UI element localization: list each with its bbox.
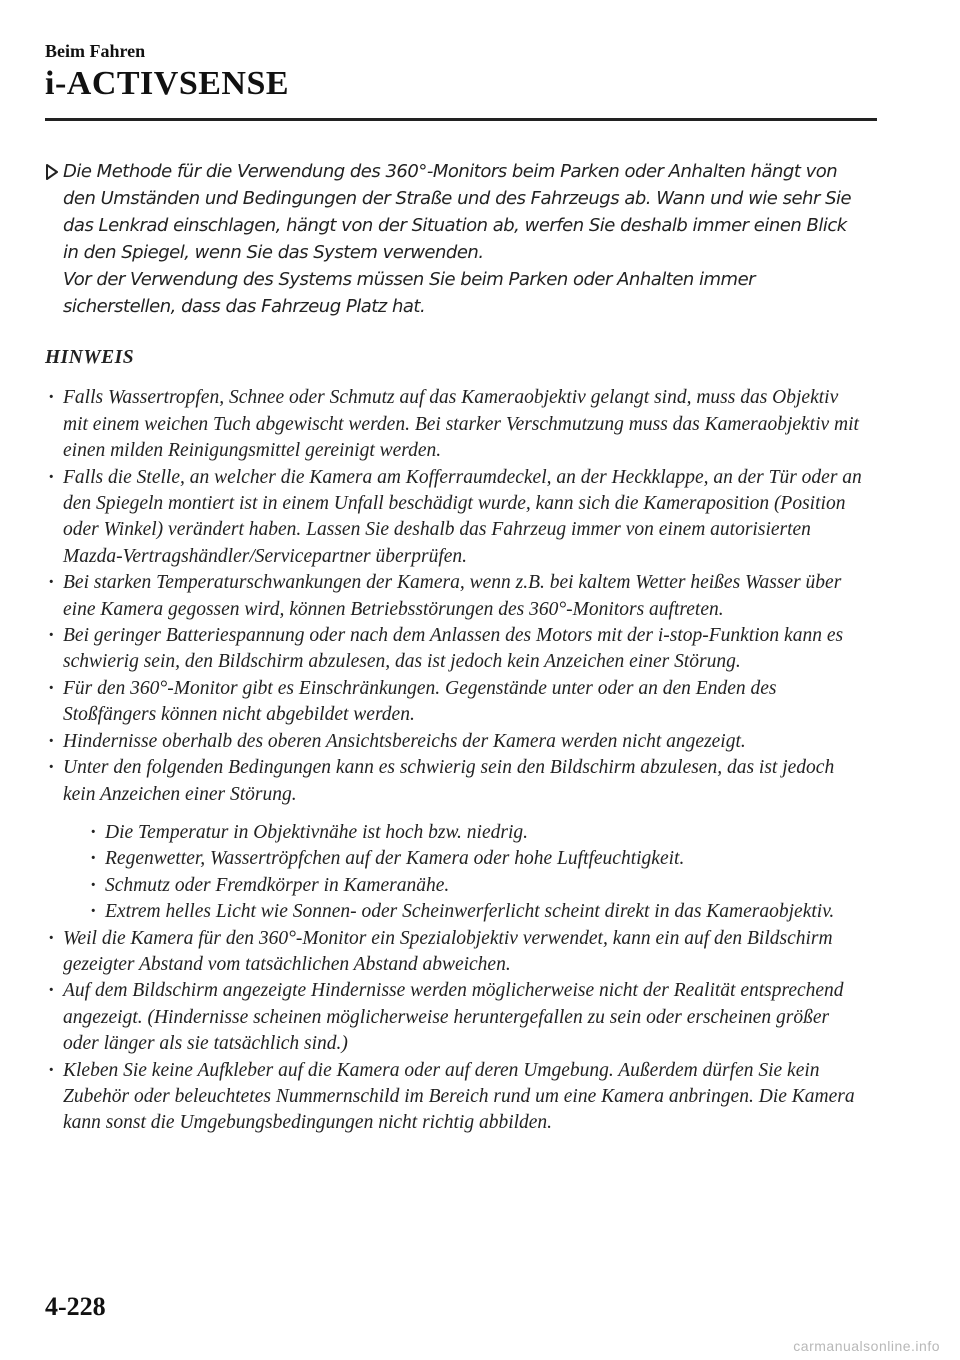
note-item-with-sublist [45,755,865,925]
note-item: · Hindernisse oberhalb des oberen Ansichtsbereichs der Kamera werden nicht angezeigt. [45,729,865,755]
note-subitem: · Schmutz oder Fremdkörper in Kameranähe. [87,873,865,899]
note-item: · Kleben Sie keine Aufkleber auf die Kamera oder auf deren Umgebung. Außerdem dürfen Sie kein Zubehör oder beleuchtetes Nummernschild im Bereich rund um eine Kamera anbringen. Die Kamera kann sonst die Umgebungsbedingungen nicht richtig abbilden. [45,1058,865,1137]
note-subitem: · Regenwetter, Wassertröpfchen auf der Kamera oder hohe Luftfeuchtigkeit. [87,846,865,872]
page-header [45,40,877,121]
note-item: · Falls Wassertropfen, Schnee oder Schmutz auf das Kameraobjektiv gelangt sind, muss das Objektiv mit einem weichen Tuch abgewischt werden. Bei starker Verschmutzung muss das Kameraobjektiv mit einen milden Reinigungsmittel gereinigt werden. [45,385,865,464]
note-block [45,345,865,1137]
page-number: 4-228 [45,1292,106,1321]
note-sublist [63,820,865,926]
note-item: · Falls die Stelle, an welcher die Kamera am Kofferraumdeckel, an der Heckklappe, an der Tür oder an den Spiegeln montiert ist in einem Unfall beschädigt wurde, kann sich die Kameraposition (Position oder Winkel) verändert haben. Lassen Sie deshalb das Fahrzeug immer von einem autorisierten Mazda-Vertragshändler/Servicepartner überprüfen. [45,465,865,571]
note-item: · Auf dem Bildschirm angezeigte Hindernisse werden möglicherweise nicht der Realität entsprechend angezeigt. (Hindernisse scheinen möglicherweise heruntergefallen zu sein oder erscheinen größer oder länger als sie tatsächlich sind.) [45,978,865,1057]
warning-paragraph-2: Vor der Verwendung des Systems müssen Sie beim Parken oder Anhalten immer sicherstellen, dass das Fahrzeug Platz hat. [63,269,756,317]
watermark: carmanualsonline.info [793,1338,940,1354]
chapter-title: i-ACTIVSENSE [45,65,290,102]
note-item-text: Unter den folgenden Bedingungen kann es schwierig sein den Bildschirm abzulesen, das ist jedoch kein Anzeichen einer Störung. [63,757,835,805]
note-subitem: · Die Temperatur in Objektivnähe ist hoch bzw. niedrig. [87,820,865,846]
note-item: · Für den 360°-Monitor gibt es Einschränkungen. Gegenstände unter oder an den Enden des Stoßfängers können nicht abgebildet werden. [45,676,865,729]
warning-paragraph-1: Die Methode für die Verwendung des 360°-Monitors beim Parken oder Anhalten hängt von den Umständen und Bedingungen der Straße und des Fahrzeugs ab. Wann und wie sehr Sie das Lenkrad einschlagen, hängt von der Situation ab, werfen Sie deshalb immer einen Blick in den Spiegel, wenn Sie das System verwenden. [63,161,852,263]
note-title: HINWEIS [45,347,135,368]
note-list [45,385,865,1136]
note-item: · Bei geringer Batteriespannung oder nach dem Anlassen des Motors mit der i-stop-Funktion kann es schwierig sein, den Bildschirm abzulesen, das ist jedoch kein Anzeichen einer Störung. [45,623,865,676]
note-item: · Weil die Kamera für den 360°-Monitor ein Spezialobjektiv verwendet, kann ein auf den Bildschirm gezeigter Abstand vom tatsächlichen Abstand abweichen. [45,926,865,979]
note-subitem: · Extrem helles Licht wie Sonnen- oder Scheinwerferlicht scheint direkt in das Kameraobjektiv. [87,899,865,925]
note-item: · Bei starken Temperaturschwankungen der Kamera, wenn z.B. bei kaltem Wetter heißes Wasser über eine Kamera gegossen wird, können Betriebsstörungen des 360°-Monitors auftreten. [45,570,865,623]
arrow-right-icon [45,158,63,189]
section-label: Beim Fahren [45,41,146,61]
warning-block [45,158,865,320]
header-divider [45,118,877,121]
